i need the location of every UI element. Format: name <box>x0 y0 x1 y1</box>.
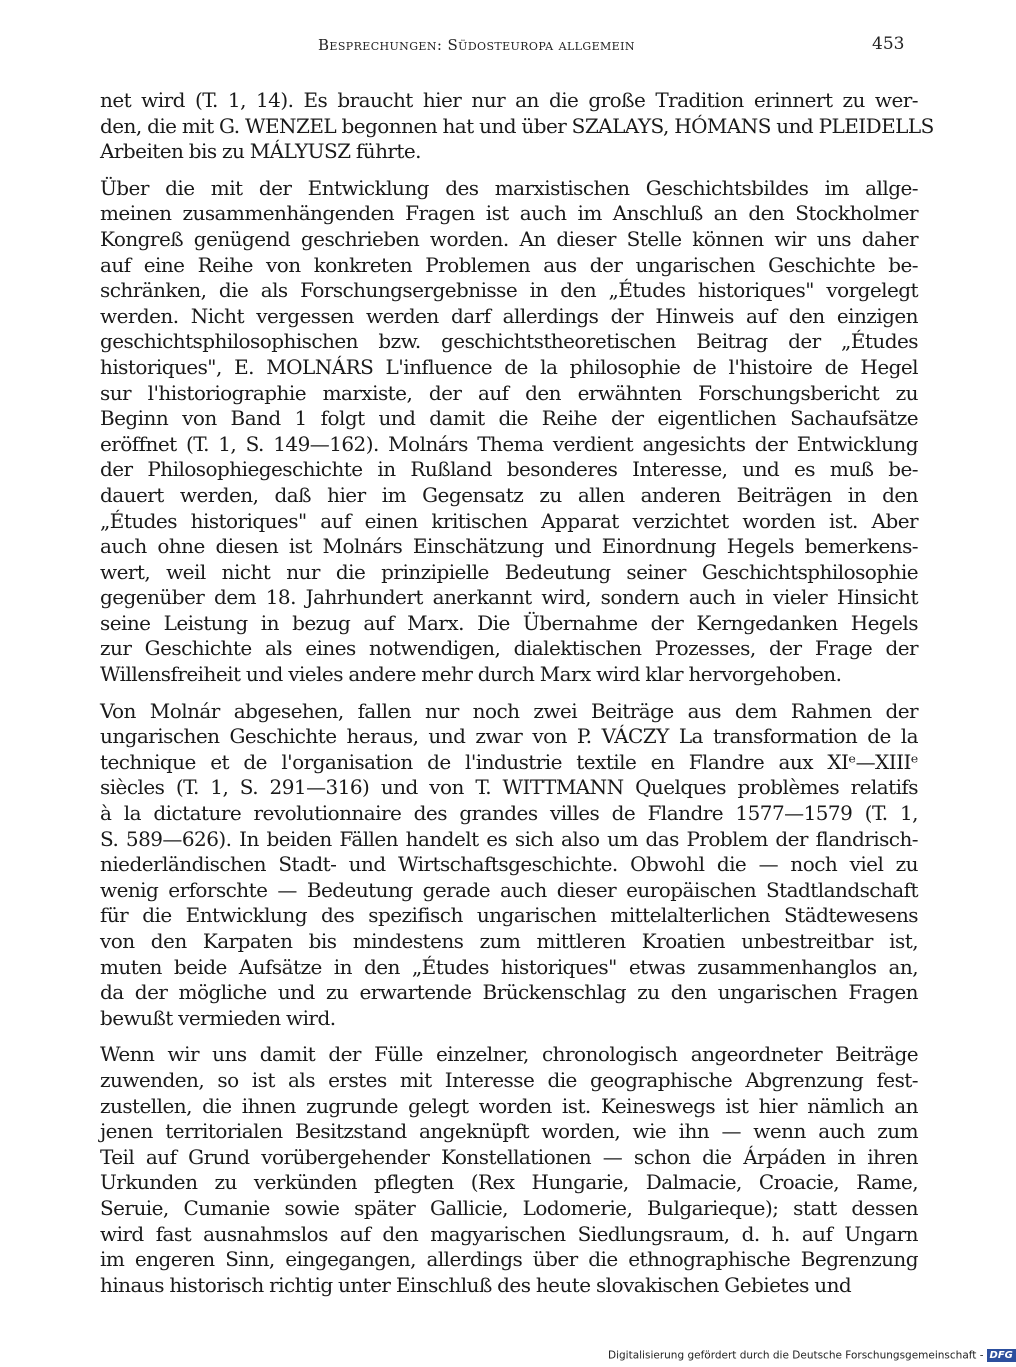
text-line: zur Geschichte als eines notwendigen, dialektischen Prozesses, der Frage der <box>100 636 918 661</box>
text-line: Beginn von Band 1 folgt und damit die Reihe der eigentlichen Sachaufsätze <box>100 406 918 431</box>
text-line: wird fast ausnahmslos auf den magyarischen Siedlungsraum, d. h. auf Ungarn <box>100 1221 918 1246</box>
text-line: im engeren Sinn, eingegangen, allerdings über die ethnographische Begrenzung <box>100 1247 918 1272</box>
text-line: historiques", E. MOLNÁRS L'influence de la philosophie de l'histoire de Hegel <box>100 354 918 379</box>
page-number: 453 <box>872 34 905 54</box>
text-line: niederländischen Stadt- und Wirtschaftsgeschichte. Obwohl die — noch viel zu <box>100 852 918 877</box>
text-line: hinaus historisch richtig unter Einschluß des heute slovakischen Gebietes und <box>100 1272 852 1297</box>
paragraph <box>100 88 934 165</box>
text-line: Von Molnár abgesehen, fallen nur noch zwei Beiträge aus dem Rahmen der <box>100 698 918 723</box>
text-line: „Études historiques" auf einen kritischen Apparat verzichtet worden ist. Aber <box>100 508 918 533</box>
paragraph <box>100 699 918 1032</box>
text-line: seine Leistung in bezug auf Marx. Die Übernahme der Kerngedanken Hegels <box>100 610 918 635</box>
text-line: von den Karpaten bis mindestens zum mittleren Kroatien unbestreitbar ist, <box>100 929 918 953</box>
text-line: geschichtsphilosophischen bzw. geschichtstheoretischen Beitrag der „Études <box>100 329 918 354</box>
text-line: Über die mit der Entwicklung des marxistischen Geschichtsbildes im allge- <box>100 175 918 200</box>
text-line: bewußt vermieden wird. <box>100 1005 336 1030</box>
text-line: der Philosophiegeschichte in Rußland besonderes Interesse, und es muß be- <box>100 457 918 482</box>
digitization-footer <box>608 1349 1016 1362</box>
running-head: Besprechungen: Südosteuropa allgemein <box>318 36 635 54</box>
text-line: meinen zusammenhängenden Fragen ist auch im Anschluß an den Stockholmer <box>100 201 918 226</box>
text-line: ungarischen Geschichte heraus, und zwar von P. VÁCZY La transformation de la <box>100 724 918 749</box>
text-line: S. 589—626). In beiden Fällen handelt es sich also um das Problem der flandrisch- <box>100 826 918 851</box>
body-text <box>100 88 934 1298</box>
text-line: sur l'historiographie marxiste, der auf den erwähnten Forschungsbericht zu <box>100 380 918 405</box>
text-line: Willensfreiheit und vieles andere mehr durch Marx wird klar hervorgehoben. <box>100 662 842 687</box>
text-line: zustellen, die ihnen zugrunde gelegt worden ist. Keineswegs ist hier nämlich an <box>100 1093 918 1118</box>
text-line: werden. Nicht vergessen werden darf allerdings der Hinweis auf den einzigen <box>100 303 918 328</box>
text-line: Kongreß genügend geschrieben worden. An dieser Stelle können wir uns daher <box>100 226 918 251</box>
text-line: zuwenden, so ist als erstes mit Interesse die geographische Abgrenzung fest- <box>100 1067 918 1092</box>
text-line: Arbeiten bis zu MÁLYUSZ führte. <box>100 139 421 164</box>
text-line: wert, weil nicht nur die prinzipielle Bedeutung seiner Geschichtsphilosophie <box>100 559 918 584</box>
text-line: auf eine Reihe von konkreten Problemen aus der ungarischen Geschichte be- <box>100 252 918 277</box>
text-line: Wenn wir uns damit der Fülle einzelner, chronologisch angeordneter Beiträge <box>100 1042 918 1067</box>
text-line: auch ohne diesen ist Molnárs Einschätzung und Einordnung Hegels bemerkens- <box>100 534 918 559</box>
paragraph <box>100 176 918 688</box>
text-line: eröffnet (T. 1, S. 149—162). Molnárs Thema verdient angesichts der Entwicklung <box>100 431 918 456</box>
text-line: schränken, die als Forschungsergebnisse in den „Études historiques" vorgelegt <box>100 278 918 303</box>
text-line: Teil auf Grund vorübergehender Konstellationen — schon die Árpáden in ihren <box>100 1144 918 1169</box>
dfg-logo: DFG <box>987 1349 1016 1362</box>
paragraph <box>100 1042 918 1298</box>
text-line: technique et de l'organisation de l'industrie textile en Flandre aux XIᵉ—XIIIᵉ <box>100 749 918 774</box>
text-line: den, die mit G. WENZEL begonnen hat und über SZALAYS, HÓMANS und PLEIDELLS <box>100 113 934 138</box>
text-line: für die Entwicklung des spezifisch ungarischen mittelalterlichen Städtewesens <box>100 903 918 928</box>
text-line: Seruie, Cumanie sowie später Gallicie, Lodomerie, Bulgarieque); statt dessen <box>100 1195 918 1220</box>
text-line: à la dictature revolutionnaire des grandes villes de Flandre 1577—1579 (T. 1, <box>100 801 918 826</box>
text-line: net wird (T. 1, 14). Es braucht hier nur an die große Tradition erinnert zu wer- <box>100 88 918 112</box>
text-line: muten beide Aufsätze in den „Études historiques" etwas zusammenhanglos an, <box>100 954 918 979</box>
text-line: gegenüber dem 18. Jahrhundert anerkannt wird, sondern auch in vieler Hinsicht <box>100 585 918 610</box>
text-line: jenen territorialen Besitzstand angeknüpft worden, wie ihn — wenn auch zum <box>100 1119 918 1144</box>
text-line: siècles (T. 1, S. 291—316) und von T. WITTMANN Quelques problèmes relatifs <box>100 775 918 800</box>
text-line: wenig erforschte — Bedeutung gerade auch dieser europäischen Stadtlandschaft <box>100 877 918 902</box>
text-line: Urkunden zu verkünden pflegten (Rex Hungarie, Dalmacie, Croacie, Rame, <box>100 1170 918 1195</box>
footer-credit: Digitalisierung gefördert durch die Deutsche Forschungsgemeinschaft - <box>608 1349 984 1362</box>
text-line: dauert werden, daß hier im Gegensatz zu allen anderen Beiträgen in den <box>100 482 918 507</box>
text-line: da der mögliche und zu erwartende Brückenschlag zu den ungarischen Fragen <box>100 980 918 1005</box>
